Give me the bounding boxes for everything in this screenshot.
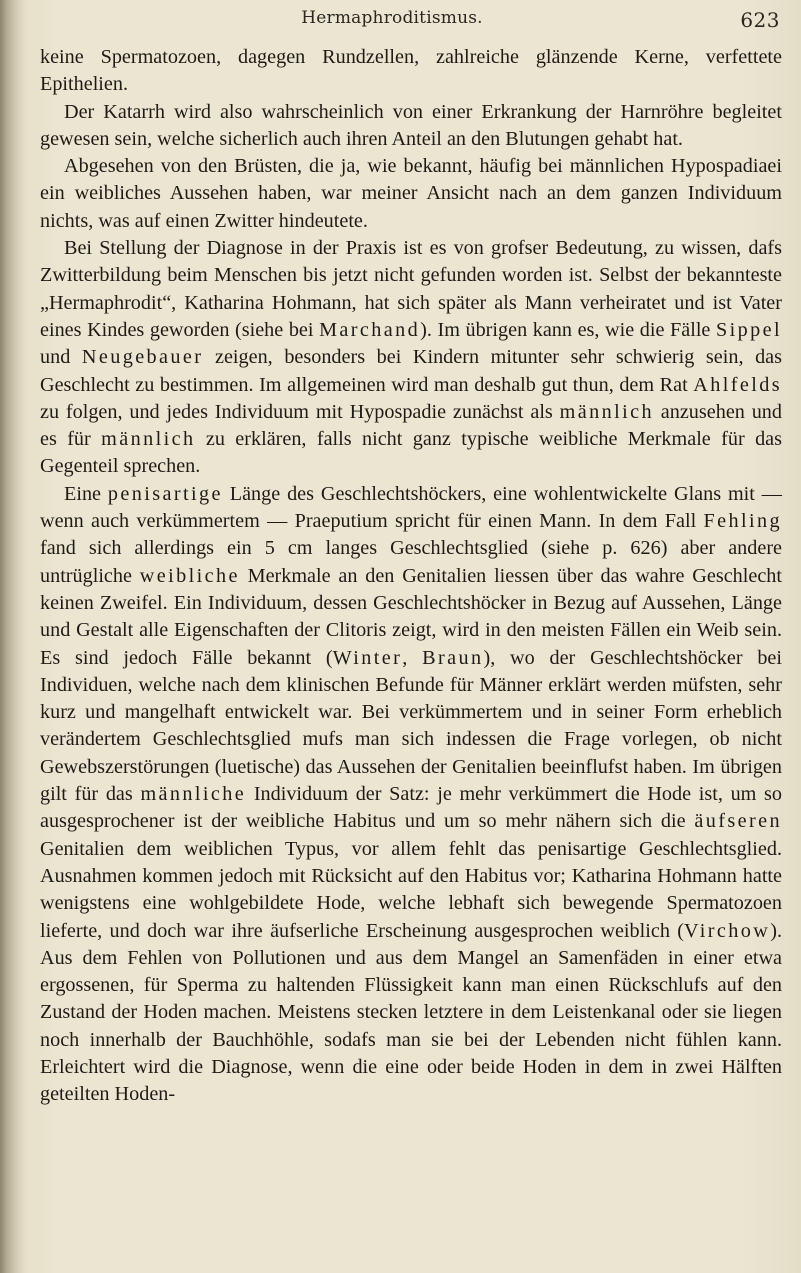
text-segment: Merkmale an den Genitalien liessen über das wahre Geschlecht keinen Zweifel. Ein Individuum, dessen Geschlechtshöcker in Bezug auf Aussehen, Länge und Gestalt alle Eigenschaften der Clitoris zeigt, wird in den meisten Fällen ein Weib sein. Es sind jedoch Fälle bekannt ( — [40, 564, 782, 669]
text-segment: anzusehen und es für — [40, 400, 782, 451]
spaced-emphasis: Fehling — [703, 510, 782, 533]
paragraph-p3 — [40, 153, 782, 235]
page-header — [40, 8, 780, 38]
spaced-emphasis: Marchand — [319, 318, 421, 341]
spaced-emphasis: penisartige — [107, 482, 223, 505]
text-segment: , — [402, 646, 423, 669]
text-segment: zu folgen, und jedes Individuum mit Hypospadie zunächst als — [40, 400, 560, 423]
text-segment: Individuum der Satz: je mehr verkümmert die Hode ist, um so ausgesprochener ist der weibliche Habitus und um so mehr nähern sich die — [40, 783, 782, 833]
paragraph-p2 — [40, 99, 782, 154]
spaced-emphasis: Virchow — [683, 919, 771, 942]
text-segment: Abgesehen von den Brüsten, die ja, wie bekannt, häufig bei männlichen Hypospadiaei ein weibliches Aussehen haben, war meiner Ansicht nach an dem ganzen Individuum nichts, was auf einen Zwitter hindeutete. — [40, 155, 782, 232]
paragraph-p4 — [40, 235, 782, 481]
binding-gutter-shadow — [0, 0, 26, 1273]
paragraph-p1 — [40, 44, 782, 99]
spaced-emphasis: Ahlfelds — [693, 373, 782, 396]
text-segment: Der Katarrh wird also wahrscheinlich von einer Erkrankung der Harnröhre begleitet gewesen sein, welche sicherlich auch ihren Anteil an den Blutungen gehabt hat. — [40, 100, 782, 150]
text-segment: Länge des Geschlechtshöckers, eine wohlentwickelte Glans mit — wenn auch verkümmertem — Praeputium spricht für einen Mann. In dem Fall — [40, 482, 782, 533]
body-text — [40, 44, 782, 1109]
text-segment: ). Aus dem Fehlen von Pollutionen und aus dem Mangel an Samenfäden in einer etwa ergossenen, für Sperma zu haltenden Flüssigkeit kann man einen Rückschlufs auf den Zustand der Hoden machen. Meistens stecken letztere in dem Leistenkanal oder sie liegen noch innerhalb der Bauchhöhle, sodafs man sie bei der Lebenden nicht fühlen kann. Erleichtert wird die Diagnose, wenn die eine oder beide Hoden in dem in zwei Hälften geteilten Hoden- — [40, 919, 782, 1106]
text-segment: ). Im übrigen kann es, wie die Fälle — [420, 318, 716, 341]
paragraph-p5 — [40, 481, 782, 1109]
page-number: 623 — [740, 8, 780, 32]
spaced-emphasis: Neugebauer — [81, 346, 204, 369]
spaced-emphasis: Braun — [422, 646, 484, 669]
spaced-emphasis: männliche — [140, 783, 247, 806]
text-segment: Bei Stellung der Diagnose in der Praxis ist es von grofser Bedeutung, zu wissen, dafs Zwitterbildung beim Menschen bis jetzt nicht gefunden worden ist. Selbst der bekannteste „Hermaphrodit“, Katharina Hohmann, hat sich später als Mann verheiratet und ist Vater eines Kindes geworden (siehe bei — [40, 237, 782, 341]
spaced-emphasis: äufseren — [694, 810, 782, 833]
text-segment: keine Spermatozoen, dagegen Rundzellen, zahlreiche glänzende Kerne, verfettete Epithelien. — [40, 46, 782, 96]
spaced-emphasis: männlich — [559, 400, 654, 423]
text-segment: ), wo der Geschlechtshöcker bei Individuen, welche nach dem klinischen Befunde für Männer erklärt werden müfsten, sehr kurz und mangelhaft entwickelt war. Bei verkümmertem und in seiner Form erheblich verändertem Geschlechtsglied mufs man sich indessen die Frage vorlegen, ob nicht Gewebszerstörungen (luetische) das Aussehen der Genitalien beeinflufst haben. Im übrigen gilt für das — [40, 646, 782, 806]
spaced-emphasis: männlich — [101, 428, 196, 451]
text-segment: Eine — [64, 482, 108, 505]
text-segment: zu erklären, falls nicht ganz typische weibliche Merkmale für das Gegenteil sprechen. — [40, 428, 782, 478]
spaced-emphasis: Sippel — [715, 318, 782, 341]
spaced-emphasis: weibliche — [139, 564, 240, 587]
text-segment: und — [40, 346, 82, 369]
running-title: Hermaphroditismus. — [301, 8, 483, 28]
text-segment: Genitalien dem weiblichen Typus, vor allem fehlt das penisartige Geschlechtsglied. Ausnahmen kommen jedoch mit Rücksicht auf den Habitus vor; Katharina Hohmann hatte wenigstens eine wohlgebildete Hode, welche lebhaft sich bewegende Spermatozoen lieferte, und doch war ihre äufserliche Erscheinung ausgesprochen weiblich ( — [40, 837, 782, 942]
text-segment: zeigen, besonders bei Kindern mitunter sehr schwierig sein, das Geschlecht zu bestimmen. Im allgemeinen wird man deshalb gut thun, dem Rat — [40, 346, 782, 396]
text-segment: fand sich allerdings ein 5 cm langes Geschlechtsglied (siehe p. 626) aber andere untrügliche — [40, 537, 782, 587]
spaced-emphasis: Winter — [332, 646, 403, 669]
